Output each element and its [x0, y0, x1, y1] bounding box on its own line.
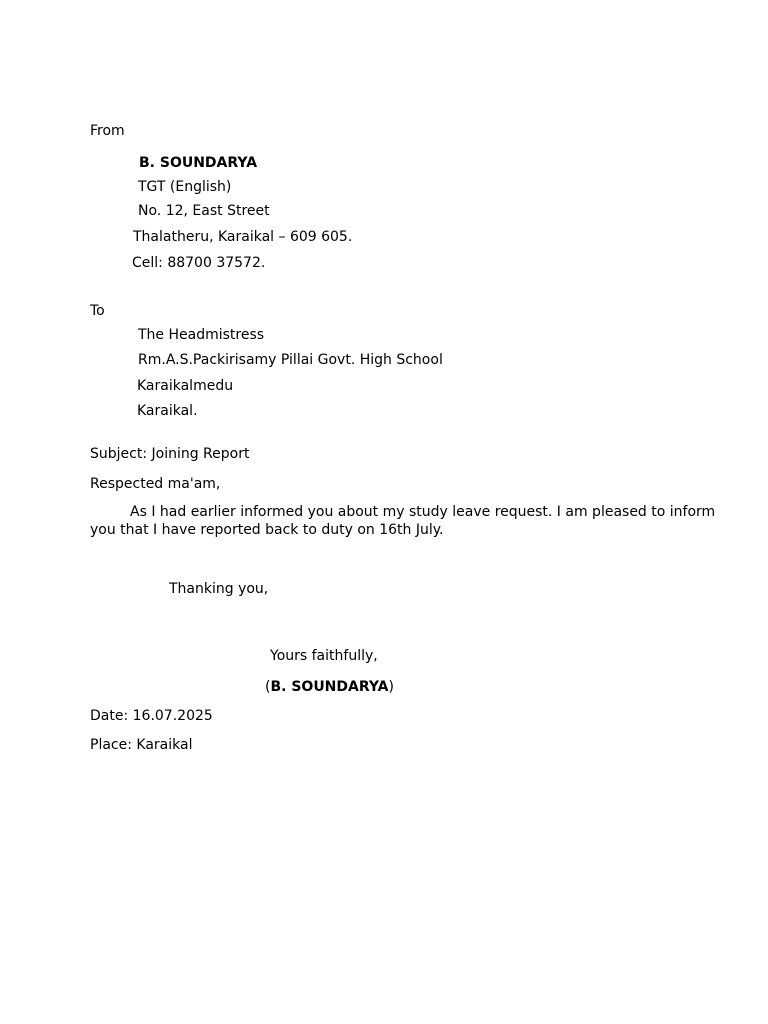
sender-name: B. SOUNDARYA	[139, 155, 258, 171]
thanking-line: Thanking you,	[169, 581, 269, 597]
date-line: Date: 16.07.2025	[90, 708, 213, 724]
signature-open-paren: (	[265, 679, 271, 695]
sender-address-line2: Thalatheru, Karaikal – 609 605.	[133, 229, 353, 245]
recipient-title: The Headmistress	[138, 327, 265, 343]
signature-close-paren: )	[388, 679, 394, 695]
closing-line: Yours faithfully,	[270, 648, 378, 664]
sender-designation: TGT (English)	[138, 179, 232, 195]
place-line: Place: Karaikal	[90, 737, 193, 753]
recipient-locality: Karaikalmedu	[137, 378, 234, 394]
sender-address-line1: No. 12, East Street	[138, 203, 270, 219]
subject-line: Subject: Joining Report	[90, 446, 250, 462]
salutation: Respected ma'am,	[90, 476, 221, 492]
recipient-city: Karaikal.	[137, 403, 198, 419]
to-label: To	[90, 303, 105, 319]
body-paragraph: As I had earlier informed you about my study leave request. I am pleased to inform you that I have reported back to duty on 16th July.	[90, 504, 716, 538]
recipient-school: Rm.A.S.Packirisamy Pillai Govt. High School	[138, 352, 443, 368]
signature-name: B. SOUNDARYA	[270, 679, 389, 695]
sender-cell: Cell: 88700 37572.	[132, 255, 266, 271]
signature-block	[265, 678, 394, 696]
from-label: From	[90, 123, 125, 139]
